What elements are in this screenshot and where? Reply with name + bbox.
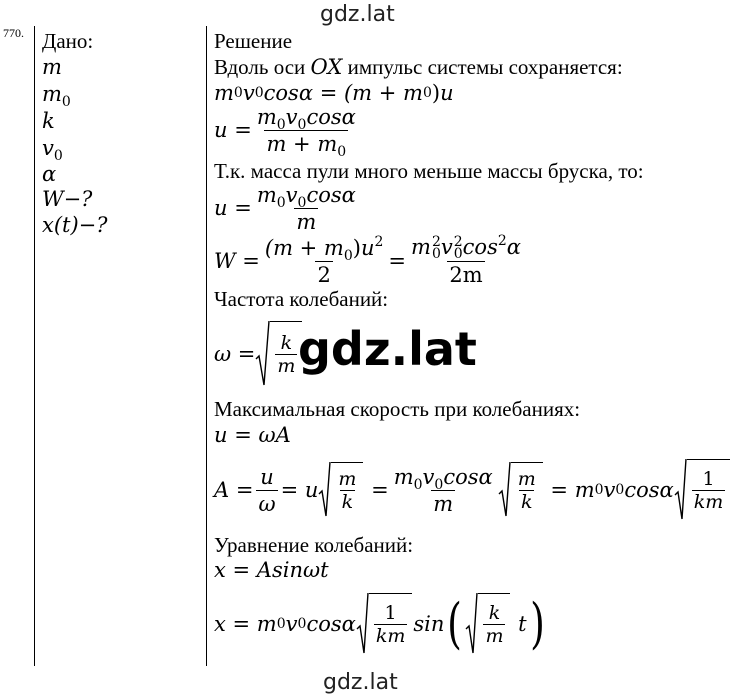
max-speed-text: Максимальная скорость при колебаниях: — [214, 397, 581, 421]
table-divider — [206, 26, 207, 666]
formula-u-2: u = $\frac{m_0v_0\cos\alpha}{m}$ — [214, 182, 356, 234]
watermark-middle: gdz.lat — [298, 322, 477, 376]
table-left-border — [34, 26, 35, 666]
given-item-alpha: α — [42, 162, 57, 186]
formula-u-1: u = $\frac{m_0v_0\cos\alpha}{m + m_0}$ — [214, 104, 356, 160]
formula-momentum: m 0 v 0 cosα = (m + m 0 ) u — [214, 81, 454, 105]
formula-energy: W = $\frac{(m + m_0)u^2}{2}$ = m 2 0 v 2 0 $\cos^2\alpha$ 2m — [214, 232, 521, 288]
problem-number: 770. — [3, 26, 24, 40]
mass-text: Т.к. масса пули много меньше массы бруска, то: — [214, 159, 644, 183]
equation-text: Уравнение колебаний: — [214, 533, 414, 557]
given-item-xt: x(t)−? — [42, 213, 108, 237]
given-title: Дано: — [42, 29, 94, 53]
formula-x-asin: x = Asinωt — [214, 558, 329, 582]
formula-oscillation: x = m 0 v 0 cosα $\frac{1}{km}$ sin ( $\frac{k}{m}$ t ) — [214, 592, 545, 655]
given-item-w: W−? — [42, 187, 93, 211]
momentum-text: Вдоль оси OX импульс системы сохраняется: — [214, 55, 623, 79]
solution-title: Решение — [214, 29, 293, 53]
given-item-k: k — [42, 109, 55, 133]
frequency-text: Частота колебаний: — [214, 287, 389, 311]
given-item-m: m — [42, 55, 62, 79]
sqrt-k-over-m: $\frac{k}{m}$ — [256, 321, 302, 387]
formula-amplitude: A = $\frac{u}{\omega}$ = u $\frac{m}{k}$ = $\frac{m_0v_0\cos\alpha}{m}$ $\frac{m}{k}$ = m 0 v 0 cosα $\frac{1}{km}$ — [214, 454, 731, 526]
formula-omega: ω = $\frac{k}{m}$ — [214, 318, 303, 390]
watermark-top: gdz.lat — [320, 2, 395, 27]
given-item-m0: $m_0$ — [42, 82, 71, 110]
given-item-v0: $v_0$ — [42, 136, 63, 164]
formula-u-omega-a: u = ωA — [214, 423, 291, 447]
watermark-bottom: gdz.lat — [323, 670, 398, 695]
axis-name: OX — [310, 55, 343, 79]
